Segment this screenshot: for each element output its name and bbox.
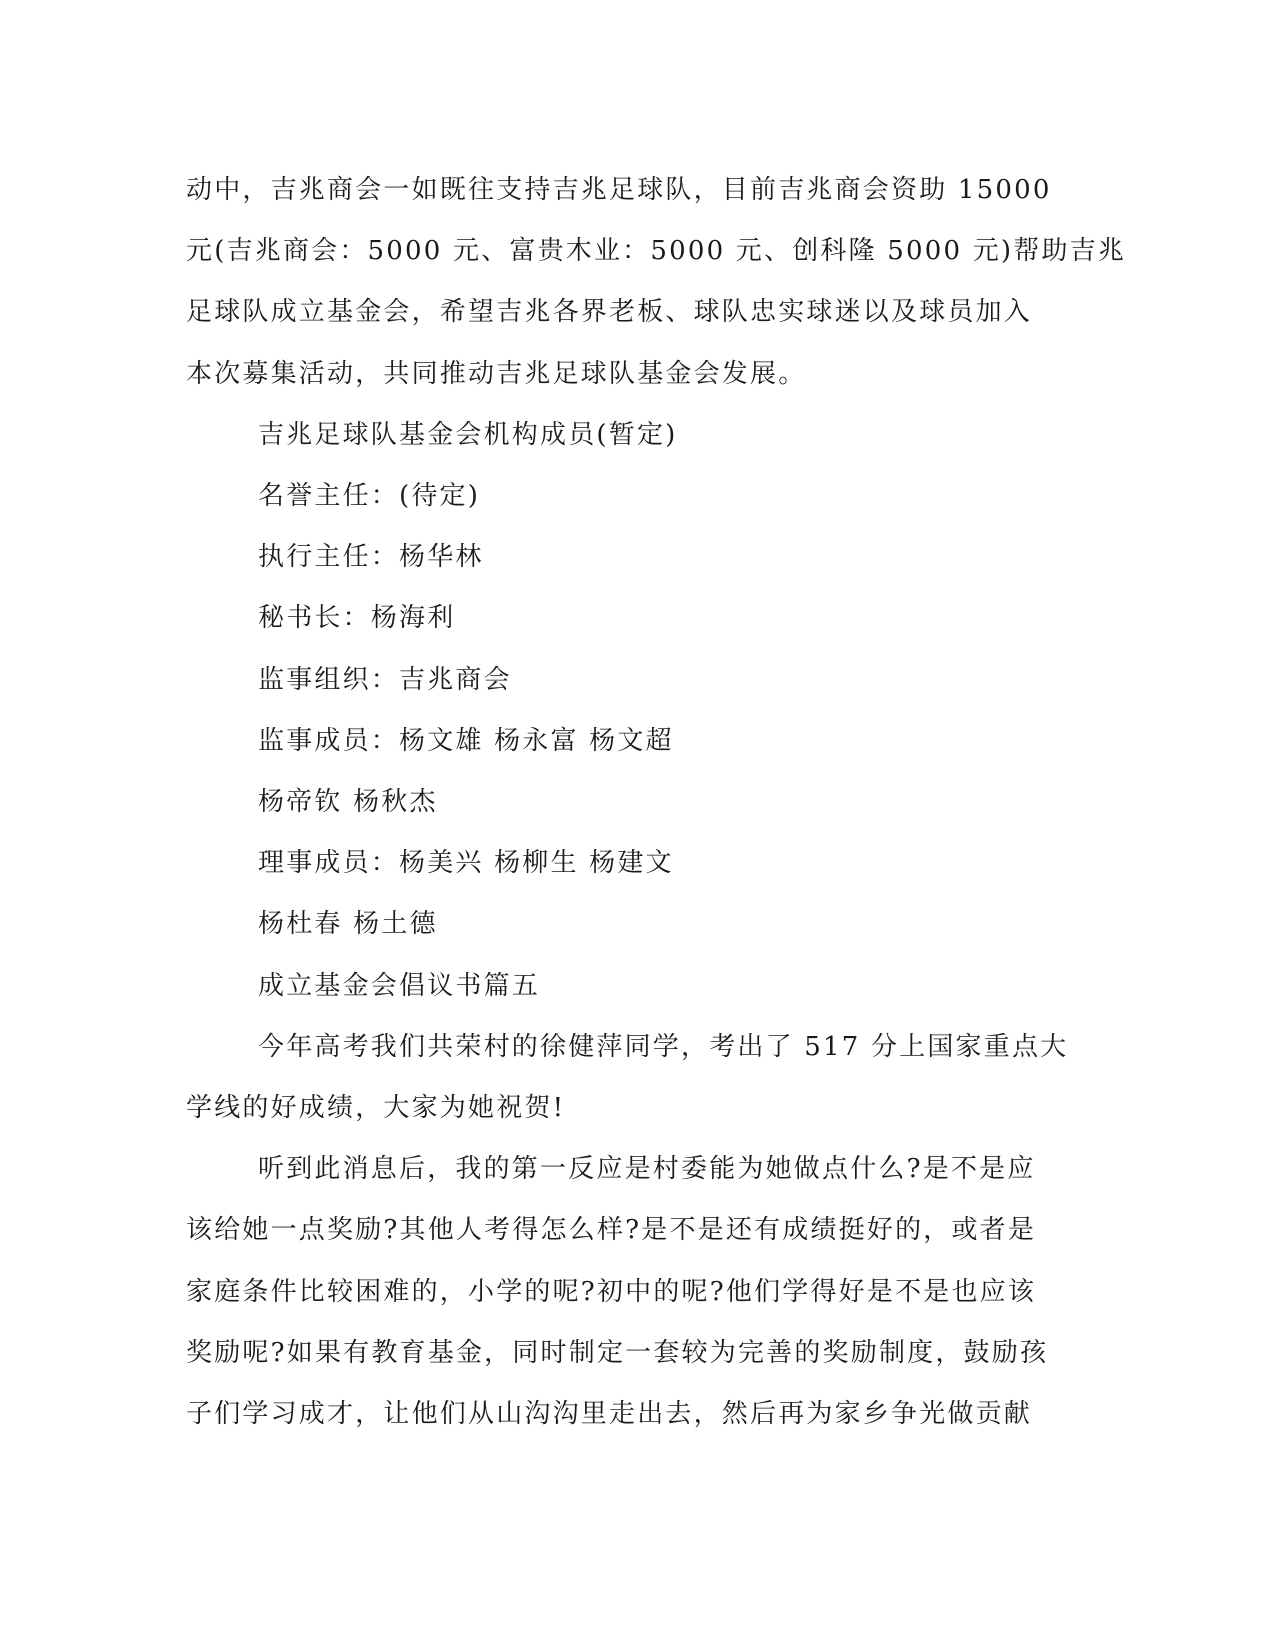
- text-line: 听到此消息后，我的第一反应是村委能为她做点什么?是不是应: [258, 1154, 1036, 1185]
- text-line: 子们学习成才，让他们从山沟沟里走出去，然后再为家乡争光做贡献: [186, 1399, 1033, 1430]
- text-line: 动中，吉兆商会一如既往支持吉兆足球队，目前吉兆商会资助 15000: [186, 175, 1052, 205]
- section-title: 成立基金会倡议书篇五: [258, 970, 541, 1001]
- document-body: [186, 160, 1127, 1445]
- member-line: 理事成员：杨美兴 杨柳生 杨建文: [258, 848, 674, 879]
- text-line: 奖励呢?如果有教育基金，同时制定一套较为完善的奖励制度，鼓励孩: [186, 1337, 1049, 1368]
- member-line: 执行主任：杨华林: [258, 542, 484, 573]
- text-line: 家庭条件比较困难的，小学的呢?初中的呢?他们学得好是不是也应该: [186, 1276, 1037, 1307]
- text-line: 今年高考我们共荣村的徐健萍同学，考出了 517 分上国家重点大: [258, 1031, 1069, 1062]
- member-line: 监事成员：杨文雄 杨永富 杨文超: [258, 725, 674, 756]
- member-line: 名誉主任：(待定): [258, 481, 481, 512]
- text-line: 元(吉兆商会：5000 元、富贵木业：5000 元、创科隆 5000 元)帮助吉兆: [186, 236, 1127, 267]
- member-line: 杨杜春 杨土德: [258, 909, 438, 940]
- section-heading: 吉兆足球队基金会机构成员(暂定): [258, 419, 678, 450]
- text-line: 足球队成立基金会，希望吉兆各界老板、球队忠实球迷以及球员加入: [186, 297, 1033, 328]
- member-line: 监事组织：吉兆商会: [258, 664, 512, 695]
- text-line: 学线的好成绩，大家为她祝贺!: [186, 1093, 566, 1124]
- text-line: 该给她一点奖励?其他人考得怎么样?是不是还有成绩挺好的，或者是: [186, 1215, 1037, 1246]
- member-line: 秘书长：杨海利: [258, 603, 456, 634]
- member-line: 杨帝钦 杨秋杰: [258, 787, 438, 818]
- text-line: 本次募集活动，共同推动吉兆足球队基金会发展。: [186, 358, 807, 389]
